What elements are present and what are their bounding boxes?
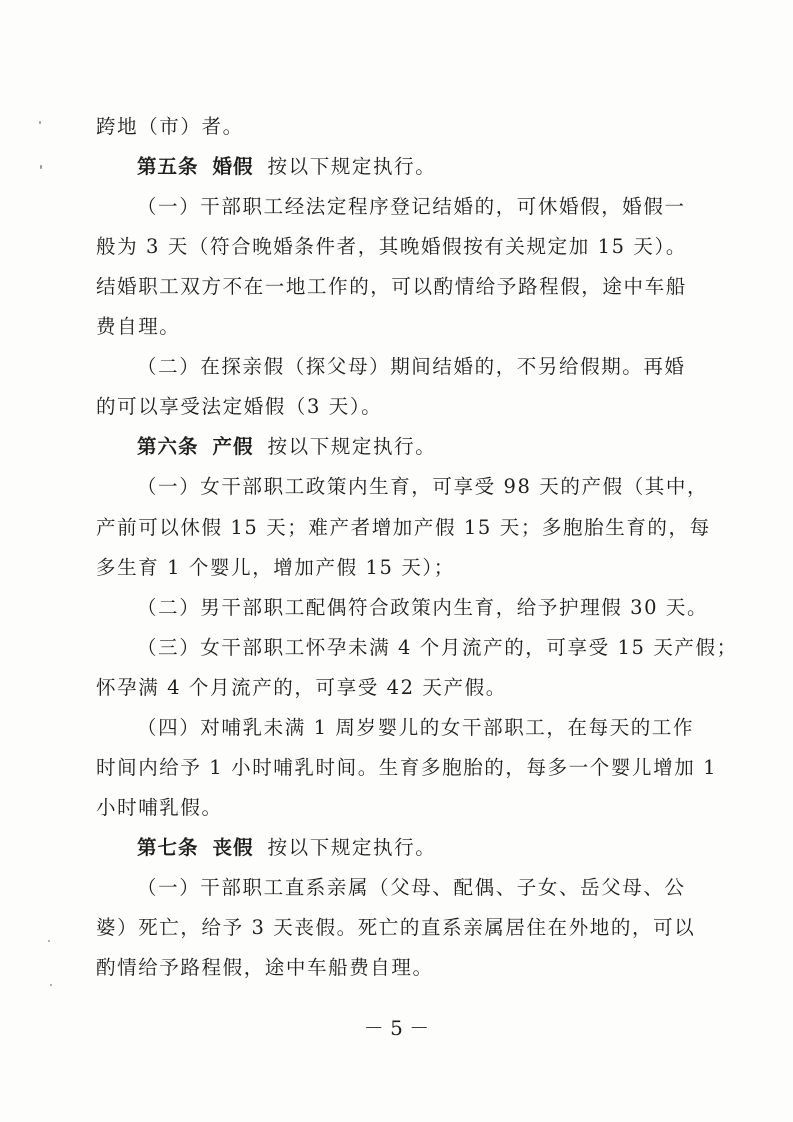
text-line: （二）在探亲假（探父母）期间结婚的，不另给假期。再婚: [137, 355, 686, 379]
article-title: 婚假: [212, 155, 254, 178]
article-lead: 按以下规定执行。: [267, 435, 437, 459]
article-heading: [137, 830, 436, 866]
article-title: 产假: [212, 435, 254, 459]
page-number: － 5 －: [363, 1016, 430, 1040]
text-line: 怀孕满 4 个月流产的，可享受 42 天产假。: [96, 675, 507, 699]
text-line: 多生育 1 个婴儿，增加产假 15 天）；: [96, 555, 455, 579]
text-line: （二）男干部职工配偶符合政策内生育，给予护理假 30 天。: [137, 595, 709, 619]
article-number: 第五条: [137, 155, 199, 178]
text-line: （一）干部职工直系亲属（父母、配偶、子女、岳父母、公: [137, 875, 686, 899]
scan-speck: [39, 121, 41, 124]
text-line: 结婚职工双方不在一地工作的，可以酌情给予路程假，途中车船: [96, 275, 687, 299]
article-heading: [137, 429, 436, 465]
text-line: 产前可以休假 15 天；难产者增加产假 15 天；多胞胎生育的，每: [96, 515, 711, 539]
article-number: 第七条: [137, 835, 199, 859]
text-line: （一）女干部职工政策内生育，可享受 98 天的产假（其中，: [137, 475, 709, 499]
article-number: 第六条: [137, 435, 199, 459]
article-heading: [137, 149, 436, 185]
scan-speck: [50, 984, 52, 986]
text-line: （一）干部职工经法定程序登记结婚的，可休婚假，婚假一: [137, 195, 686, 219]
text-line: 般为 3 天（符合晚婚条件者，其晚婚假按有关规定加 15 天）。: [96, 235, 687, 259]
text-line: 酌情给予路程假，途中车船费自理。: [96, 956, 434, 979]
text-line: 婆）死亡，给予 3 天丧假。死亡的直系亲属居住在外地的，可以: [96, 916, 696, 939]
text-line: （三）女干部职工怀孕未满 4 个月流产的，可享受 15 天产假；: [137, 635, 738, 659]
text-line: 小时哺乳假。: [96, 795, 223, 819]
text-line: 的可以享受法定婚假（3 天）。: [96, 395, 383, 419]
scan-speck: [40, 165, 42, 169]
article-lead: 按以下规定执行。: [267, 835, 437, 859]
scan-speck: [48, 940, 50, 942]
article-lead: 按以下规定执行。: [267, 155, 437, 178]
text-line: （四）对哺乳未满 1 周岁婴儿的女干部职工，在每天的工作: [137, 715, 695, 739]
text-line: 跨地（市）者。: [96, 115, 244, 138]
article-title: 丧假: [212, 835, 254, 859]
text-line: 时间内给予 1 小时哺乳时间。生育多胞胎的，每多一个婴儿增加 1: [96, 755, 718, 779]
text-line: 费自理。: [96, 315, 181, 339]
